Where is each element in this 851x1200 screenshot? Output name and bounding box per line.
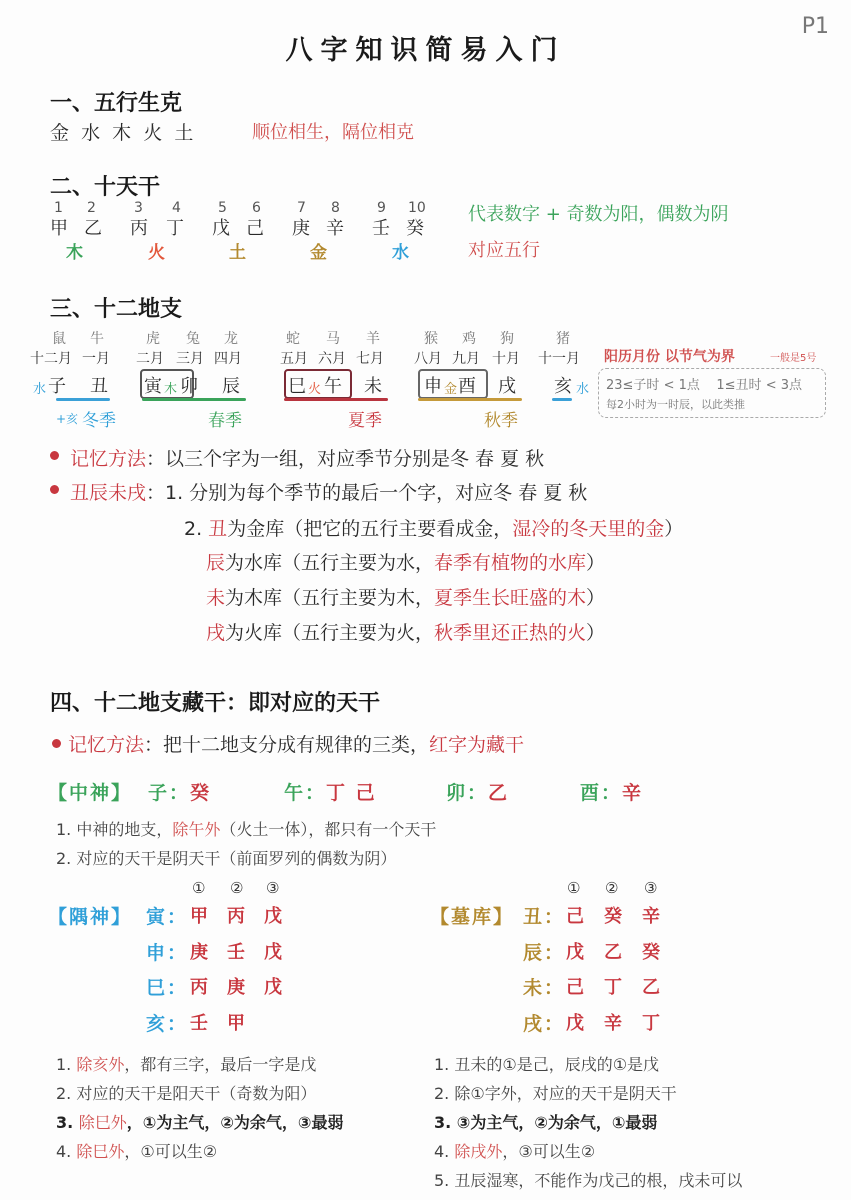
note-text: （火土一体），都只有一个天干 (220, 820, 437, 839)
branch: 卯 (180, 376, 198, 397)
hour-note: 每2小时为一时辰，以此类推 (606, 398, 745, 411)
note-highlight: 除巳外 (78, 1113, 127, 1132)
branch: 寅 (144, 376, 162, 397)
month: 九月 (452, 351, 480, 367)
branch: 辰 (222, 376, 240, 397)
yushen-note-4 (56, 1139, 217, 1162)
stem-number-note: 代表数字 + 奇数为阳，偶数为阴 (468, 204, 729, 225)
note-text: ，①可以生② (124, 1142, 218, 1161)
branch: 丑： (523, 906, 566, 928)
stem-number: 3 (134, 200, 143, 216)
stem: 戊 (264, 977, 282, 998)
branch: 未： (523, 977, 566, 999)
summer-underline (284, 398, 388, 401)
stem-number: 1 (54, 200, 63, 216)
branch: 亥 (554, 376, 572, 397)
month: 五月 (280, 351, 308, 367)
branch: 寅： (146, 906, 189, 928)
bullet (50, 485, 59, 494)
animal: 兔 (186, 331, 200, 347)
memo-highlight: 夏季生长旺盛的木 (434, 587, 587, 609)
s4-memo-label: 记忆方法 (68, 734, 145, 756)
stem: 辛 (326, 218, 344, 239)
branch: 巳： (146, 977, 189, 999)
zhongshen-you (580, 778, 643, 805)
circle-number: ③ (266, 879, 280, 897)
stem-number: 6 (252, 200, 261, 216)
s4-memo-red: 红字为藏干 (429, 734, 525, 756)
month: 二月 (136, 351, 164, 367)
season-spring: 春季 (208, 411, 242, 431)
element-water: 水 (392, 243, 409, 263)
section4-heading: 四、十二地支藏干：即对应的天干 (50, 691, 381, 716)
yushen-note-3 (56, 1110, 343, 1133)
memo-line-6 (206, 618, 605, 645)
branch-wei: 未 (206, 587, 226, 609)
memo-text: 为木库（五行主要为木， (225, 587, 435, 609)
animal: 狗 (500, 331, 514, 347)
memo-text: 为水库（五行主要为水， (225, 552, 435, 574)
zhongshen-label: 【中神】 (48, 782, 133, 804)
memo-text-1: ：以三个字为一组，对应季节分别是冬 春 夏 秋 (146, 448, 545, 470)
note-highlight: 除亥外 (76, 1055, 125, 1074)
animal: 马 (326, 331, 340, 347)
page-title: 八字知识简易入门 (285, 35, 566, 66)
yushen-row (146, 1009, 188, 1036)
memo-line-4 (206, 548, 605, 575)
note-text: ，①为主气，②为余气，③最弱 (126, 1113, 344, 1132)
element-fire: 火 (148, 243, 165, 263)
branch: 申 (424, 376, 442, 397)
circle-number: ① (567, 879, 581, 897)
branch-chou: 丑 (208, 518, 228, 540)
five-elements-rule: 顺位相生，隔位相克 (252, 122, 414, 143)
solar-month-note-small: 一般是5号 (770, 353, 817, 364)
stem: 庚 (227, 977, 245, 998)
yushen-label: 【隅神】 (48, 906, 133, 928)
animal: 鸡 (462, 331, 476, 347)
month: 六月 (318, 351, 346, 367)
stem: 丙 (227, 906, 245, 927)
memo-label-1: 记忆方法 (70, 448, 147, 470)
memo-line-5 (206, 583, 605, 610)
stem-number: 9 (377, 200, 386, 216)
stem: 甲 (50, 218, 68, 239)
stem: 丁 (642, 1013, 660, 1034)
stem: 甲 (227, 1013, 245, 1034)
bullet (52, 739, 61, 748)
branch: 戌 (498, 376, 516, 397)
stem: 壬 (227, 942, 245, 963)
memo-line-1 (70, 444, 544, 471)
month: 七月 (356, 351, 384, 367)
branch: 子 (48, 376, 66, 397)
fire-mid: 火 (308, 382, 322, 397)
stem: 戊 (566, 942, 584, 963)
note-highlight: 除午外 (172, 820, 221, 839)
season-autumn: 秋季 (484, 411, 518, 431)
memo-text: 为金库（把它的五行主要看成金， (227, 518, 513, 540)
memo-close: ） (586, 587, 606, 609)
month: 八月 (414, 351, 442, 367)
memo-label-2: 丑辰未戌 (70, 482, 147, 504)
note-highlight: 除巳外 (76, 1142, 125, 1161)
note-text: 4. (434, 1142, 455, 1161)
stem: 乙 (642, 977, 660, 998)
memo-close: ） (664, 518, 684, 540)
branch-chen: 辰 (206, 552, 226, 574)
branch: 午 (324, 376, 342, 397)
muku-row (523, 1009, 565, 1036)
bullet (50, 451, 59, 460)
yushen-note-1 (56, 1052, 316, 1075)
stem: 丙 (190, 977, 208, 998)
hour-rule: 23≤子时 < 1点 1≤丑时 < 3点 (606, 378, 802, 393)
muku-note-3: 3. ③为主气，②为余气，①最弱 (434, 1113, 658, 1132)
circle-number: ③ (644, 879, 658, 897)
stems: 丁 己 (326, 782, 377, 804)
stem: 甲 (190, 906, 208, 927)
month: 一月 (82, 351, 110, 367)
stem: 己 (566, 906, 584, 927)
stem: 壬 (190, 1013, 208, 1034)
s4-memo-text: ：把十二地支分成有规律的三类， (144, 734, 430, 756)
branch: 巳 (288, 376, 306, 397)
stem: 癸 (604, 906, 622, 927)
memo-line-2 (70, 478, 587, 505)
stem: 辛 (604, 1013, 622, 1034)
page-number: P1 (801, 14, 829, 39)
memo-num: 2. (184, 518, 209, 540)
note-text: 1. 中神的地支， (56, 820, 173, 839)
yushen-row (146, 973, 188, 1000)
element-metal: 金 (310, 243, 327, 263)
memo-highlight: 秋季里还正热的火 (434, 622, 587, 644)
stem: 庚 (190, 942, 208, 963)
solar-month-note: 阳历月份 以节气为界 (604, 349, 735, 365)
stem: 戊 (212, 218, 230, 239)
stem: 癸 (642, 942, 660, 963)
note-highlight: 除戌外 (454, 1142, 503, 1161)
memo-highlight: 湿冷的冬天里的金 (512, 518, 665, 540)
stem-number: 7 (297, 200, 306, 216)
yushen-row (146, 902, 188, 929)
circle-number: ① (192, 879, 206, 897)
branch: 酉： (580, 782, 623, 804)
hai-underline (552, 398, 572, 401)
s4-memo (68, 730, 524, 757)
stems: 辛 (622, 782, 644, 804)
note-text: ，都有三字，最后一字是戊 (124, 1055, 317, 1074)
muku-note-1: 1. 丑未的①是己，辰戌的①是戊 (434, 1055, 660, 1074)
month: 十月 (492, 351, 520, 367)
winter-prefix: +亥 (56, 412, 79, 426)
branch: 酉 (458, 376, 476, 397)
stem: 丁 (604, 977, 622, 998)
stem: 乙 (84, 218, 102, 239)
zhongshen-zi (148, 778, 211, 805)
note-text: ，③可以生② (502, 1142, 596, 1161)
section1-heading: 一、五行生克 (50, 91, 183, 116)
branch: 亥： (146, 1013, 189, 1035)
yushen-note-2: 2. 对应的天干是阳天干（奇数为阳） (56, 1084, 317, 1103)
stem-number: 8 (331, 200, 340, 216)
muku-row (523, 973, 565, 1000)
stems: 癸 (190, 782, 212, 804)
season-winter: 冬季 (82, 411, 116, 431)
zhongshen-mao (446, 778, 509, 805)
muku-row (523, 902, 565, 929)
month: 十二月 (30, 351, 72, 367)
animal: 猪 (556, 331, 570, 347)
note-text: 3. (56, 1113, 79, 1132)
animal: 蛇 (286, 331, 300, 347)
note-text: 4. (56, 1142, 77, 1161)
stem-number: 2 (87, 200, 96, 216)
metal-mid: 金 (444, 382, 458, 397)
zhongshen-note-1 (56, 817, 436, 840)
animal: 虎 (146, 331, 160, 347)
stem: 乙 (604, 942, 622, 963)
memo-line-3 (184, 514, 683, 541)
muku-row (523, 938, 565, 965)
stem: 辛 (642, 906, 660, 927)
stem: 己 (246, 218, 264, 239)
branch-xu: 戌 (206, 622, 226, 644)
stem: 癸 (406, 218, 424, 239)
zhongshen-note-2: 2. 对应的天干是阴天干（前面罗列的偶数为阴） (56, 849, 397, 868)
stems: 乙 (488, 782, 510, 804)
memo-highlight: 春季有植物的水库 (434, 552, 587, 574)
month: 四月 (214, 351, 242, 367)
season-summer: 夏季 (348, 411, 382, 431)
branch: 申： (146, 942, 189, 964)
water-suffix: 水 (576, 382, 590, 397)
five-elements-list: 金 水 木 火 土 (50, 122, 194, 144)
month: 三月 (176, 351, 204, 367)
branch: 未 (364, 376, 382, 397)
spring-underline (142, 398, 246, 401)
animal: 猴 (424, 331, 438, 347)
memo-close: ） (586, 622, 606, 644)
month: 十一月 (538, 351, 580, 367)
autumn-underline (418, 398, 522, 401)
stem: 丁 (166, 218, 184, 239)
note-text: 1. (56, 1055, 77, 1074)
stem-number: 10 (408, 200, 426, 216)
memo-text: 为火库（五行主要为火， (225, 622, 435, 644)
stem: 己 (566, 977, 584, 998)
muku-note-4 (434, 1139, 595, 1162)
stem-number: 5 (218, 200, 227, 216)
branch: 辰： (523, 942, 566, 964)
zhongshen-wu (284, 778, 377, 805)
winter-underline (56, 398, 110, 401)
stem-number: 4 (172, 200, 181, 216)
animal: 鼠 (52, 331, 66, 347)
yushen-row (146, 938, 188, 965)
branch: 丑 (90, 376, 108, 397)
stem: 戊 (566, 1013, 584, 1034)
section3-heading: 三、十二地支 (50, 297, 183, 322)
muku-note-5: 5. 丑辰湿寒，不能作为戊己的根，戌未可以 (434, 1171, 743, 1190)
stem: 庚 (292, 218, 310, 239)
stem: 戊 (264, 906, 282, 927)
animal: 龙 (224, 331, 238, 347)
memo-close: ） (586, 552, 606, 574)
muku-note-2: 2. 除①字外，对应的天干是阴天干 (434, 1084, 677, 1103)
circle-number: ② (230, 879, 244, 897)
stem: 壬 (372, 218, 390, 239)
stem-element-note: 对应五行 (468, 240, 540, 261)
memo-text-2: ：1. 分别为每个季节的最后一个字，对应冬 春 夏 秋 (146, 482, 588, 504)
element-earth: 土 (229, 243, 246, 263)
branch: 午： (284, 782, 327, 804)
animal: 牛 (90, 331, 104, 347)
wood-mid: 木 (164, 382, 178, 397)
stem: 丙 (130, 218, 148, 239)
stem: 戊 (264, 942, 282, 963)
branch: 戌： (523, 1013, 566, 1035)
branch: 卯： (446, 782, 489, 804)
water-prefix: 水 (33, 382, 47, 397)
muku-label: 【墓库】 (430, 906, 515, 928)
section2-heading: 二、十天干 (50, 175, 161, 200)
circle-number: ② (605, 879, 619, 897)
element-wood: 木 (66, 243, 83, 263)
branch: 子： (148, 782, 191, 804)
animal: 羊 (366, 331, 380, 347)
